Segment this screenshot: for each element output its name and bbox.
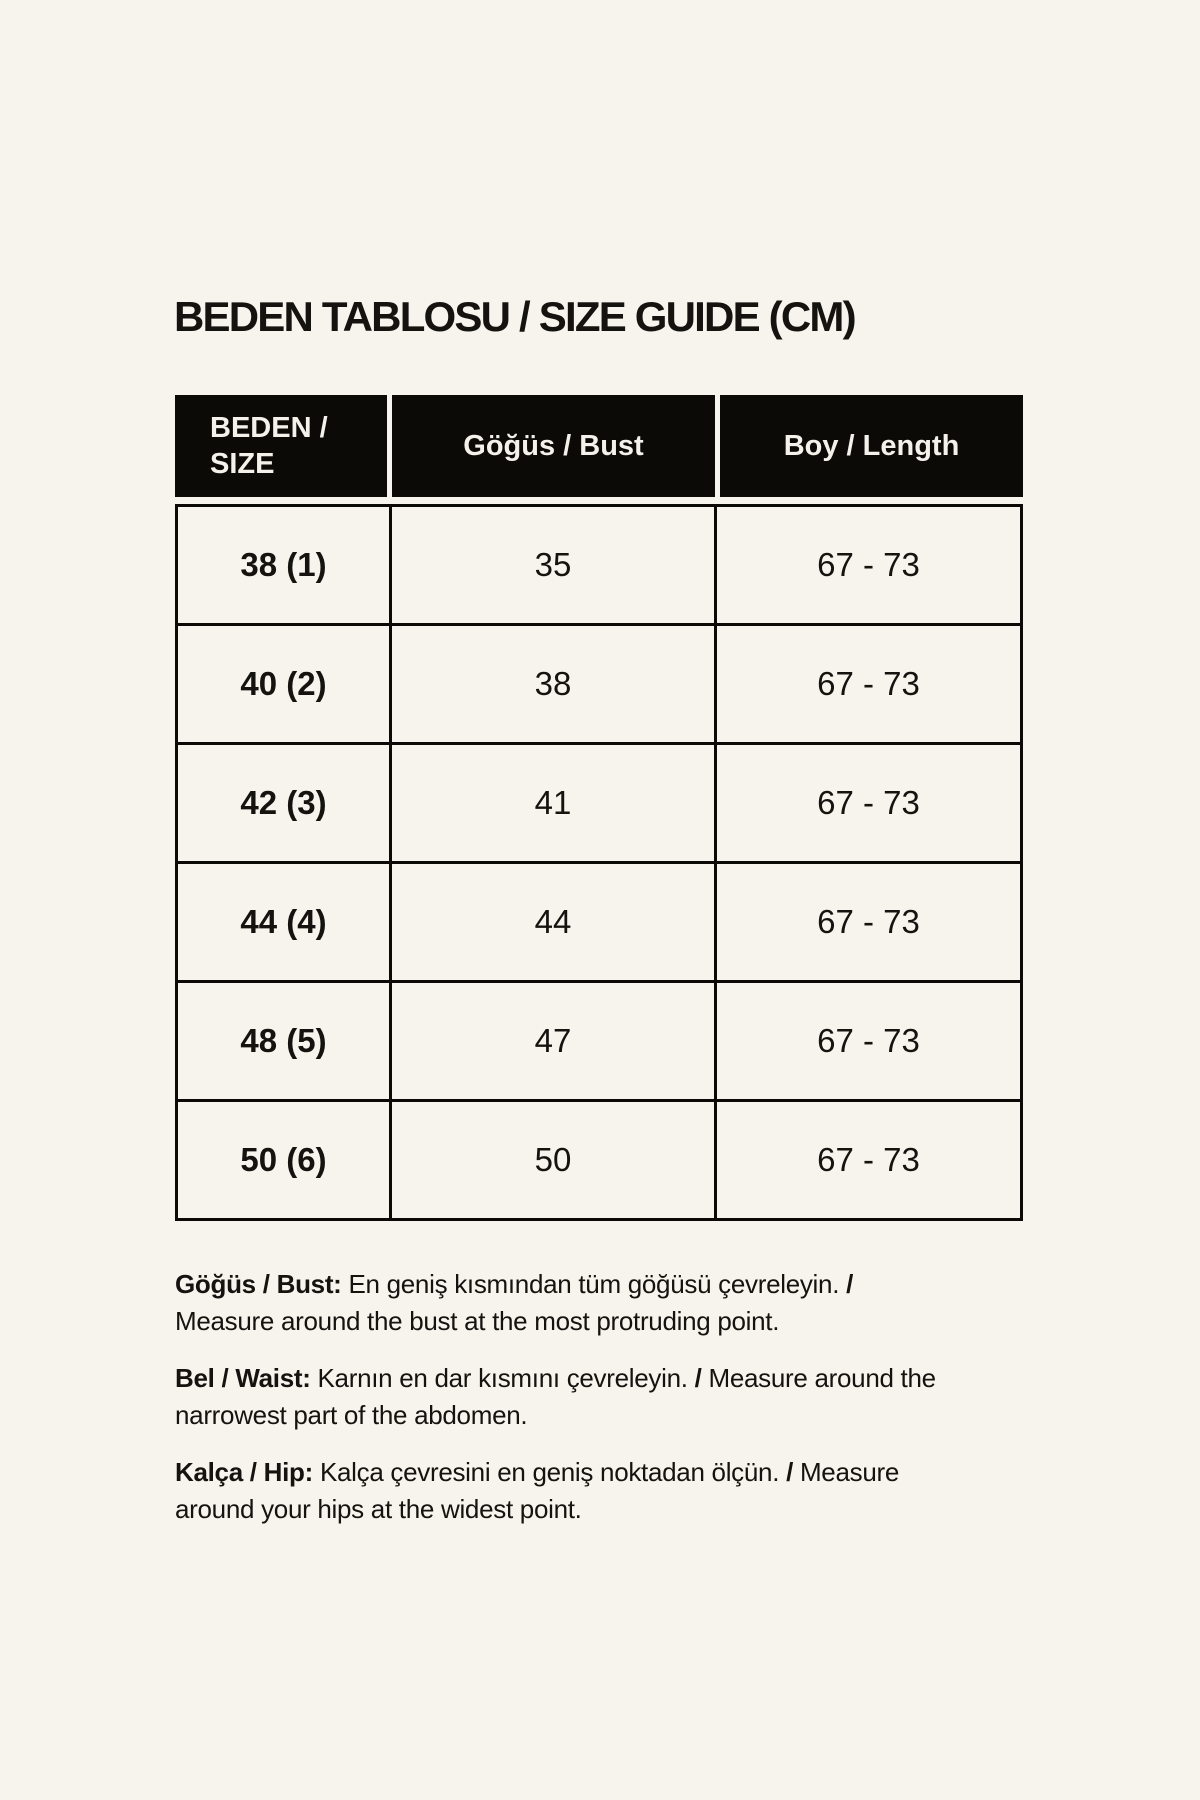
note-hip [175, 1454, 955, 1528]
page-title: BEDEN TABLOSU / SIZE GUIDE (CM) [174, 293, 855, 340]
measurement-notes [175, 1266, 955, 1548]
note-hip-separator: / [786, 1457, 793, 1487]
note-hip-text-en: Measure around your hips at the widest point. [175, 1457, 899, 1524]
table-cell-size: 44 (4) [178, 864, 389, 980]
table-cell-size: 40 (2) [178, 626, 389, 742]
note-bust-text-tr: En geniş kısmından tüm göğüsü çevreleyin. [348, 1269, 840, 1299]
note-bust [175, 1266, 955, 1340]
table-cell-length: 67 - 73 [717, 507, 1020, 623]
note-waist-text-tr: Karnın en dar kısmını çevreleyin. [317, 1363, 688, 1393]
note-waist-separator: / [694, 1363, 702, 1393]
note-bust-separator: / [846, 1269, 853, 1299]
note-hip-text-tr: Kalça çevresini en geniş noktadan ölçün. [319, 1457, 780, 1487]
table-cell-bust: 38 [392, 626, 714, 742]
note-bust-text-en: Measure around the bust at the most protruding point. [175, 1306, 780, 1336]
size-table-header-row [175, 395, 1023, 497]
table-cell-length: 67 - 73 [717, 745, 1020, 861]
note-waist [175, 1360, 955, 1434]
table-cell-length: 67 - 73 [717, 1102, 1020, 1218]
table-cell-bust: 35 [392, 507, 714, 623]
size-table [175, 395, 1023, 1221]
table-cell-bust: 41 [392, 745, 714, 861]
table-cell-length: 67 - 73 [717, 864, 1020, 980]
table-cell-bust: 47 [392, 983, 714, 1099]
table-cell-length: 67 - 73 [717, 983, 1020, 1099]
table-cell-length: 67 - 73 [717, 626, 1020, 742]
table-cell-size: 42 (3) [178, 745, 389, 861]
note-waist-text-en: Measure around the narrowest part of the abdomen. [175, 1363, 936, 1430]
table-cell-size: 38 (1) [178, 507, 389, 623]
size-table-body [175, 504, 1023, 1221]
note-waist-label: Bel / Waist: [175, 1363, 311, 1393]
header-cell-length: Boy / Length [720, 395, 1023, 497]
table-cell-size: 48 (5) [178, 983, 389, 1099]
table-cell-size: 50 (6) [178, 1102, 389, 1218]
note-bust-label: Göğüs / Bust: [175, 1269, 342, 1299]
table-cell-bust: 44 [392, 864, 714, 980]
header-cell-bust: Göğüs / Bust [392, 395, 715, 497]
note-hip-label: Kalça / Hip: [175, 1457, 313, 1487]
table-cell-bust: 50 [392, 1102, 714, 1218]
header-cell-size: BEDEN / SIZE [175, 395, 387, 497]
